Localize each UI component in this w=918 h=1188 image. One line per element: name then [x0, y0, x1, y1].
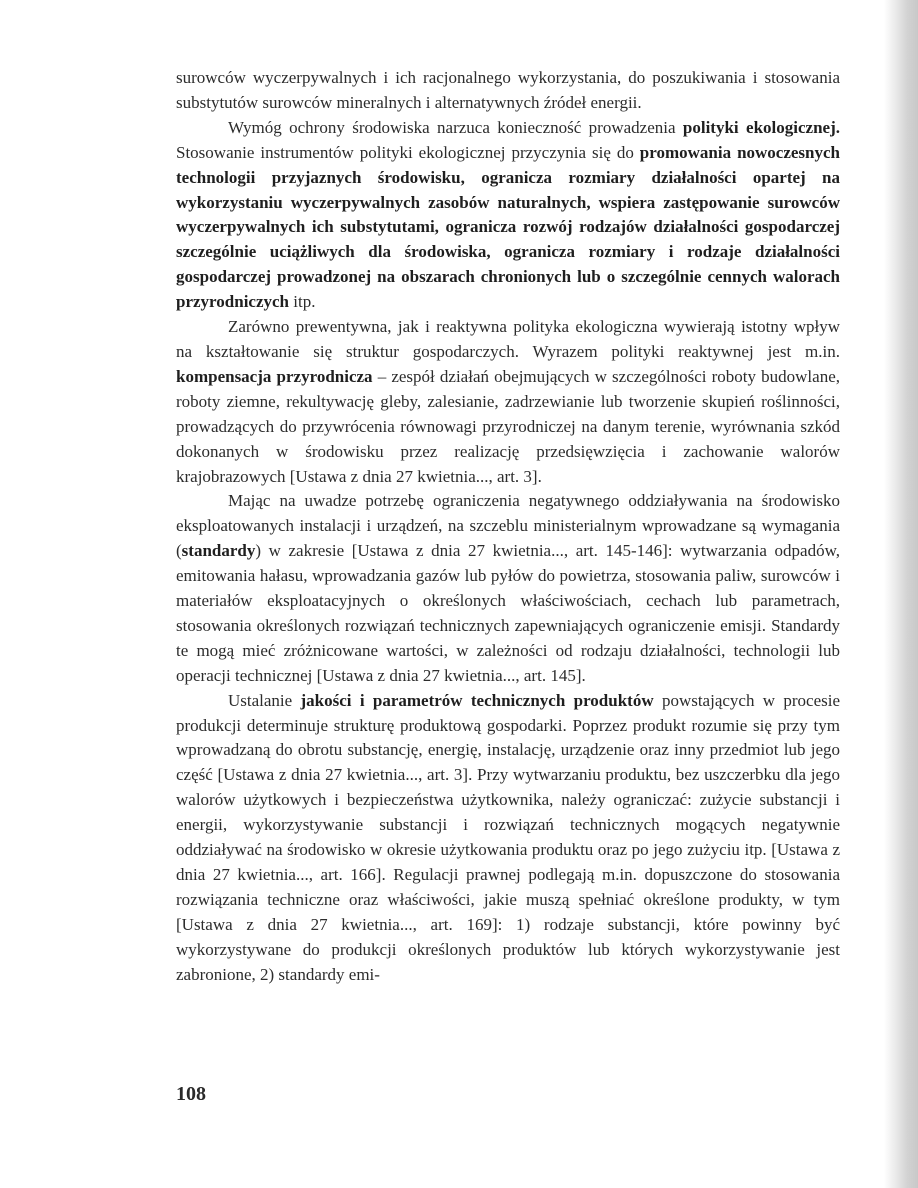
text-run: Mając na uwadze potrzebę ograniczenia negatywnego oddziaływania na środowisko eksploatowanych instalacji i urządzeń, na szczeblu ministerialnym wprowadzane są wymagania ( — [176, 491, 840, 561]
text-run: – zespół działań obejmujących w szczególności roboty budowlane, roboty ziemne, rekultywację gleby, zalesianie, zadrzewianie lub tworzenie skupień roślinności, prowadzących do przywrócenia równowagi przyrodniczej na danym terenie, wyrównania szkód dokonanych w środowisku przez realizację przedsięwzięcia i zachowanie walorów krajobrazowych [Ustawa z dnia 27 kwietnia..., art. 3]. — [176, 366, 840, 486]
bold-term: polityki ekologicznej. — [682, 117, 840, 137]
bold-term: kompensacja przyrodnicza — [176, 366, 373, 386]
page-number: 108 — [176, 1083, 206, 1105]
page-edge-shadow — [884, 0, 918, 1188]
bold-term: promowania nowoczesnych technologii przyjaznych środowisku, ogranicza rozmiary działalności opartej na wykorzystaniu wyczerpywalnych zasobów naturalnych, wspiera zastępowanie surowców wyczerpywalnych ich substytutami, ogranicza rozwój rodzajów działalności gospodarczej szczególnie uciążliwych dla środowiska, ogranicza rozmiary i rodzaje działalności gospodarczej prowadzonej na obszarach chronionych lub o szczególnie cennych walorach przyrodniczych — [176, 142, 841, 312]
text-run: Stosowanie instrumentów polityki ekologicznej przyczynia się do — [176, 142, 640, 162]
paragraph-4 — [176, 489, 840, 688]
text-run: Wymóg ochrony środowiska narzuca konieczność prowadzenia — [228, 117, 683, 137]
text-run: powstających w procesie produkcji determinuje strukturę produktową gospodarki. Poprzez produkt rozumie się przy tym wprowadzaną do obrotu substancję, energię, instalację, urządzenie oraz inny przedmiot lub jego część [Ustawa z dnia 27 kwietnia..., art. 3]. Przy wytwarzaniu produktu, bez uszczerbku dla jego walorów użytkowych i bezpieczeństwa użytkownika, należy ograniczać: zużycie substancji i energii, wykorzystywanie substancji i rozwiązań technicznych mogących negatywnie oddziaływać na środowisko w okresie użytkowania produktu oraz po jego zużyciu itp. [Ustawa z dnia 27 kwietnia..., art. 166]. Regulacji prawnej podlegają m.in. dopuszczone do stosowania rozwiązania techniczne oraz właściwości, jakie muszą spełniać określone produkty, w tym [Ustawa z dnia 27 kwietnia..., art. 169]: 1) rodzaje substancji, które powinny być wykorzystywane do produkcji określonych produktów lub których wykorzystywanie jest zabronione, 2) standardy emi- — [176, 690, 841, 984]
paragraph-2 — [176, 116, 840, 315]
paragraph-5 — [176, 689, 840, 988]
text-run: itp. — [289, 292, 316, 312]
text-run: surowców wyczerpywalnych i ich racjonalnego wykorzystania, do poszukiwania i stosowania substytutów surowców mineralnych i alternatywnych źródeł energii. — [176, 68, 840, 112]
text-run: ) w zakresie [Ustawa z dnia 27 kwietnia..., art. 145-146]: wytwarzania odpadów, emitowania hałasu, wprowadzania gazów lub pyłów do powietrza, stosowania paliw, surowców i materiałów eksploatacyjnych o określonych właściwościach, cechach lub parametrach, stosowania określonych rozwiązań technicznych zapewniających ograniczenie emisji. Standardy te mogą mieć zróżnicowane wartości, w zależności od rodzaju działalności, technologii lub operacji technicznej [Ustawa z dnia 27 kwietnia..., art. 145]. — [176, 541, 840, 685]
paragraph-3 — [176, 315, 840, 489]
bold-term: jakości i parametrów technicznych produktów — [300, 690, 654, 710]
text-run: Zarówno prewentywna, jak i reaktywna polityka ekologiczna wywierają istotny wpływ na kształtowanie się struktur gospodarczych. Wyrazem polityki reaktywnej jest m.in. — [176, 317, 840, 361]
body-text — [176, 66, 840, 988]
bold-term: standardy — [181, 541, 256, 561]
paragraph-1 — [176, 66, 840, 116]
text-run: Ustalanie — [228, 690, 301, 710]
